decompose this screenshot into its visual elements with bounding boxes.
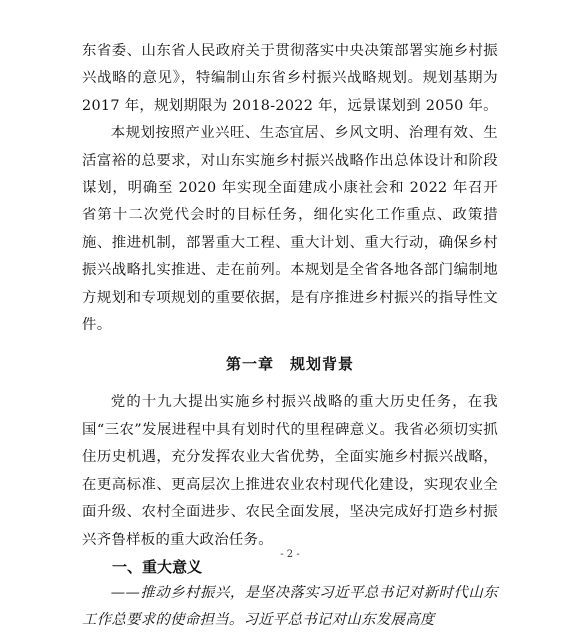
paragraph-intro-1: 东省委、山东省人民政府关于贯彻落实中央决策部署实施乡村振兴战略的意见》，特编制山东省乡村振兴战略规划。规划基期为 2017 年，规划期限为 2018-2022 年，远景谋划到 2050 年。	[82, 43, 498, 114]
paragraph-chapter-1: 党的十九大提出实施乡村振兴战略的重大历史任务，在我国“三农”发展进程中具有划时代的里程碑意义。我省必须切实抓住历史机遇，充分发挥农业大省优势，全面实施乡村振兴战略，在更高标准、更高层次上推进农业农村现代化建设，实现农业全面升级、农村全面进步、农民全面发展，坚决完成好打造乡村振兴齐鲁样板的重大政治任务。	[82, 394, 498, 548]
paragraph-intro-2: 本规划按照产业兴旺、生态宜居、乡风文明、治理有效、生活富裕的总要求，对山东实施乡村振兴战略作出总体设计和阶段谋划，明确至 2020 年实现全面建成小康社会和 2022 年召开省第十二次党代会时的目标任务，细化实化工作重点、政策措施、推进机制，部署重大工程、重大计划、重大行动，确保乡村振兴战略扎实推进、走在前列。本规划是全省各地各部门编制地方规划和专项规划的重要依据，是有序推进乡村振兴的指导性文件。	[82, 125, 498, 334]
paragraph-section-1: ——推动乡村振兴，是坚决落实习近平总书记对新时代山东工作总要求的使命担当。习近平总书记对山东发展高度	[82, 584, 498, 629]
page-number: - 2 -	[280, 549, 300, 560]
section-title: 一、重大意义	[112, 557, 203, 576]
chapter-title: 第一章 规划背景	[225, 355, 354, 374]
